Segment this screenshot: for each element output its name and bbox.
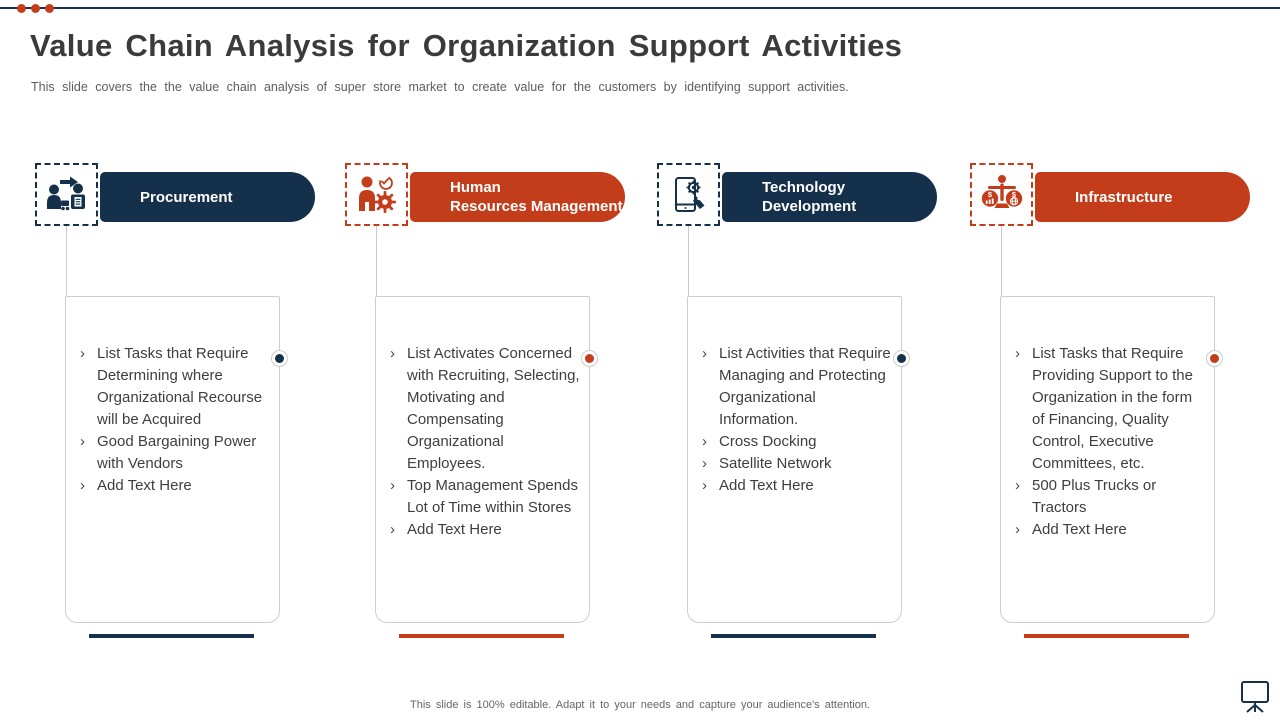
content-card	[65, 296, 280, 623]
header-pill	[100, 172, 315, 222]
header-label-line: Infrastructure	[1075, 188, 1173, 206]
bullet-item: › Add Text Here	[700, 475, 892, 497]
accent-dot	[17, 4, 26, 13]
edge-dot	[1206, 350, 1223, 367]
tablet-gear-icon	[667, 173, 711, 217]
header-pill	[1035, 172, 1250, 222]
bullet-item: › List Activates Concerned with Recruiting, Selecting, Motivating and Compensating Organizational Employees.	[388, 343, 580, 475]
footer-note: This slide is 100% editable. Adapt it to your needs and capture your audience's attention.	[410, 699, 870, 711]
bullet-item: › Good Bargaining Power with Vendors	[78, 431, 270, 475]
accent-dot	[45, 4, 54, 13]
connector-line	[688, 226, 689, 296]
bullet-item: › Cross Docking	[700, 431, 892, 453]
header-label-line: Technology	[762, 179, 846, 196]
icon-box	[345, 163, 408, 226]
connector-line	[1001, 226, 1002, 296]
bullet-list	[78, 343, 270, 497]
column-infrastructure	[970, 163, 1250, 653]
edge-dot	[271, 350, 288, 367]
header-label-line: Human	[450, 179, 501, 196]
column-human-resources-management	[345, 163, 625, 653]
card-underline	[1024, 634, 1189, 638]
procurement-exchange-icon	[45, 173, 89, 217]
content-card	[687, 296, 902, 623]
bullet-item: › Add Text Here	[388, 519, 580, 541]
edge-dot	[893, 350, 910, 367]
icon-box	[970, 163, 1033, 226]
balance-finance-icon	[980, 173, 1024, 217]
connector-line	[376, 226, 377, 296]
header-label-line: Resources Management	[450, 198, 623, 215]
bullet-item: › 500 Plus Trucks or Tractors	[1013, 475, 1205, 519]
bullet-item: › Satellite Network	[700, 453, 892, 475]
card-underline	[89, 634, 254, 638]
top-accent-line	[0, 7, 1280, 9]
bullet-item: › Top Management Spends Lot of Time within Stores	[388, 475, 580, 519]
bullet-item: › Add Text Here	[1013, 519, 1205, 541]
header-pill	[722, 172, 937, 222]
bullet-list	[388, 343, 580, 541]
header-pill	[410, 172, 625, 222]
header-label-line: Procurement	[140, 188, 233, 206]
bullet-list	[700, 343, 892, 497]
header-label-line: Development	[762, 198, 857, 215]
presentation-screen-icon	[1237, 679, 1273, 715]
bullet-list	[1013, 343, 1205, 541]
accent-dot	[31, 4, 40, 13]
column-technology-development	[657, 163, 937, 653]
bullet-item: › List Tasks that Require Determining where Organizational Recourse will be Acquired	[78, 343, 270, 431]
connector-line	[66, 226, 67, 296]
icon-box	[35, 163, 98, 226]
edge-dot	[581, 350, 598, 367]
svg-text:$: $	[1011, 189, 1016, 199]
bullet-item: › List Activities that Require Managing and Protecting Organizational Information.	[700, 343, 892, 431]
person-gear-check-icon	[355, 173, 399, 217]
page-subtitle: This slide covers the the value chain analysis of super store market to create value for the customers by identifying support activities.	[31, 80, 849, 94]
bullet-item: › Add Text Here	[78, 475, 270, 497]
content-card	[1000, 296, 1215, 623]
bullet-item: › List Tasks that Require Providing Support to the Organization in the form of Financing, Quality Control, Executive Committees, etc.	[1013, 343, 1205, 475]
column-procurement	[35, 163, 315, 653]
svg-text:$: $	[987, 189, 992, 199]
icon-box	[657, 163, 720, 226]
card-underline	[399, 634, 564, 638]
content-card	[375, 296, 590, 623]
card-underline	[711, 634, 876, 638]
page-title: Value Chain Analysis for Organization Support Activities	[30, 28, 903, 63]
